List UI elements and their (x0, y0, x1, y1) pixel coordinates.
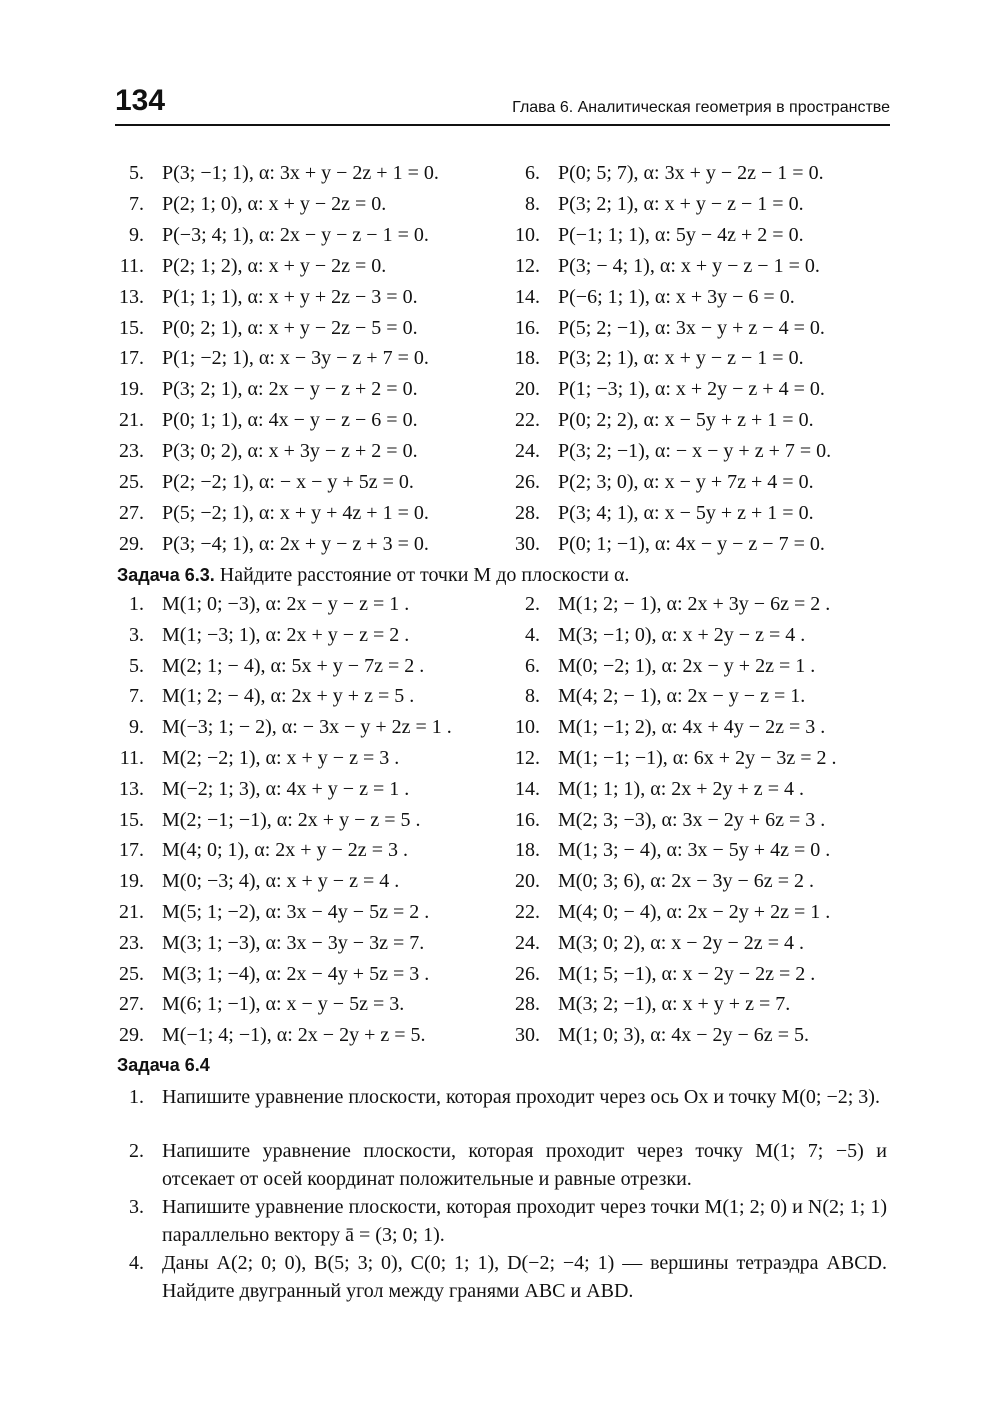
item-number: 13. (119, 777, 144, 800)
list-row (0, 405, 1000, 435)
item-number: 8. (525, 685, 540, 708)
list-row (0, 835, 1000, 865)
list-row (0, 529, 1000, 559)
item-number: 28. (515, 993, 540, 1016)
list-row (0, 189, 1000, 219)
item-number: 12. (515, 747, 540, 769)
item-formula: P(−3; 4; 1), α: 2x − y − z − 1 = 0. (162, 223, 429, 246)
item-formula: M(1; 0; −3), α: 2x − y − z = 1 . (162, 593, 410, 615)
list-row (0, 1020, 1000, 1050)
item-number: 7. (129, 192, 144, 215)
item-formula: M(0; −3; 4), α: x + y − z = 4 . (162, 870, 400, 893)
item-formula: P(3; − 4; 1), α: x + y − z − 1 = 0. (558, 254, 820, 277)
item-formula: M(1; 0; 3), α: 4x − 2y − 6z = 5. (558, 1024, 809, 1047)
item-formula: P(3; 0; 2), α: x + 3y − z + 2 = 0. (162, 440, 418, 463)
list-row (0, 681, 1000, 711)
problem-text: Даны A(2; 0; 0), B(5; 3; 0), C(0; 1; 1), D(−2; −4; 1) — вершины тетраэдра ABCD. Найдите двугранный угол между гранями ABC и ABD. (162, 1252, 887, 1302)
item-formula: P(0; 1; 1), α: 4x − y − z − 6 = 0. (162, 409, 418, 432)
list-row (0, 651, 1000, 681)
item-number: 14. (515, 285, 540, 308)
item-formula: P(0; 2; 1), α: x + y − 2z − 5 = 0. (162, 316, 418, 339)
item-number: 25. (119, 962, 144, 985)
item-number: 21. (119, 901, 144, 923)
item-formula: M(3; 0; 2), α: x − 2y − 2z = 4 . (558, 931, 804, 954)
item-number: 29. (119, 1024, 144, 1047)
item-formula: P(5; 2; −1), α: 3x − y + z − 4 = 0. (558, 316, 825, 339)
list-row (0, 928, 1000, 958)
item-number: 26. (515, 471, 540, 493)
item-number: 25. (119, 471, 144, 493)
item-number: 11. (119, 747, 144, 769)
item-number: 8. (525, 192, 540, 215)
item-number: 22. (515, 901, 540, 923)
item-formula: M(1; −1; −1), α: 6x + 2y − 3z = 2 . (558, 747, 837, 769)
item-formula: M(1; −1; 2), α: 4x + 4y − 2z = 3 . (558, 716, 826, 739)
item-number: 4. (525, 623, 540, 646)
item-formula: M(4; 2; − 1), α: 2x − y − z = 1. (558, 685, 806, 708)
item-formula: M(3; 2; −1), α: x + y + z = 7. (558, 993, 791, 1016)
item-formula: M(1; 1; 1), α: 2x + 2y + z = 4 . (558, 777, 804, 800)
item-formula: M(5; 1; −2), α: 3x − 4y − 5z = 2 . (162, 901, 430, 923)
item-formula: P(5; −2; 1), α: x + y + 4z + 1 = 0. (162, 501, 429, 524)
problem-number: 1. (129, 1086, 144, 1108)
item-number: 24. (515, 931, 540, 954)
item-number: 9. (129, 223, 144, 246)
item-number: 21. (119, 409, 144, 432)
item-formula: P(1; 1; 1), α: x + y + 2z − 3 = 0. (162, 285, 418, 308)
list-row (0, 158, 1000, 188)
running-head: Глава 6. Аналитическая геометрия в пространстве (512, 99, 890, 116)
item-number: 11. (119, 254, 144, 277)
item-formula: M(2; −2; 1), α: x + y − z = 3 . (162, 747, 400, 769)
item-number: 26. (515, 962, 540, 985)
item-formula: P(2; 1; 2), α: x + y − 2z = 0. (162, 254, 387, 277)
item-formula: M(3; 1; −4), α: 2x − 4y + 5z = 3 . (162, 962, 430, 985)
item-number: 27. (119, 993, 144, 1016)
item-number: 10. (515, 223, 540, 246)
item-number: 10. (515, 716, 540, 739)
item-formula: P(3; 2; 1), α: x + y − z − 1 = 0. (558, 347, 804, 370)
item-number: 3. (129, 623, 144, 646)
item-formula: M(2; −1; −1), α: 2x + y − z = 5 . (162, 808, 421, 831)
list-row (0, 805, 1000, 835)
item-number: 30. (515, 532, 540, 555)
item-formula: M(2; 3; −3), α: 3x − 2y + 6z = 3 . (558, 808, 826, 831)
task-6-3-heading (117, 560, 629, 590)
list-row (0, 436, 1000, 466)
item-number: 12. (515, 254, 540, 277)
problem-text: Напишите уравнение плоскости, которая проходит через ось Ox и точку M(0; −2; 3). (162, 1086, 880, 1108)
item-formula: P(3; 2; 1), α: 2x − y − z + 2 = 0. (162, 378, 418, 401)
item-formula: M(1; 5; −1), α: x − 2y − 2z = 2 . (558, 962, 816, 985)
item-number: 1. (129, 593, 144, 615)
item-number: 5. (129, 654, 144, 677)
list-row (0, 897, 1000, 927)
item-formula: M(−2; 1; 3), α: 4x + y − z = 1 . (162, 777, 410, 800)
item-formula: M(1; 2; − 1), α: 2x + 3y − 6z = 2 . (558, 593, 831, 615)
list-row (0, 774, 1000, 804)
list-row (0, 743, 1000, 773)
item-formula: P(−1; 1; 1), α: 5y − 4z + 2 = 0. (558, 223, 804, 246)
item-formula: P(−6; 1; 1), α: x + 3y − 6 = 0. (558, 285, 795, 308)
item-number: 15. (119, 316, 144, 339)
item-number: 15. (119, 808, 144, 831)
item-formula: P(0; 5; 7), α: 3x + y − 2z − 1 = 0. (558, 162, 824, 184)
list-row (0, 251, 1000, 281)
item-formula: P(0; 1; −1), α: 4x − y − z − 7 = 0. (558, 532, 825, 555)
problem-text: Напишите уравнение плоскости, которая проходит через точку M(1; 7; −5) и отсекает от осей координат положительные и равные отрезки. (162, 1140, 887, 1190)
item-formula: P(3; −4; 1), α: 2x + y − z + 3 = 0. (162, 532, 429, 555)
item-formula: P(1; −2; 1), α: x − 3y − z + 7 = 0. (162, 347, 429, 370)
item-formula: M(4; 0; 1), α: 2x + y − 2z = 3 . (162, 839, 408, 862)
item-formula: P(3; 4; 1), α: x − 5y + z + 1 = 0. (558, 501, 814, 524)
item-formula: P(2; −2; 1), α: − x − y + 5z = 0. (162, 471, 414, 493)
item-number: 6. (525, 162, 540, 184)
task-6-4-heading (117, 1050, 210, 1080)
task-6-3-label: Задача 6.3. (117, 565, 215, 585)
list-row (0, 282, 1000, 312)
item-formula: P(3; 2; −1), α: − x − y + z + 7 = 0. (558, 440, 832, 463)
item-number: 7. (129, 685, 144, 708)
list-row (0, 498, 1000, 528)
problem-number: 2. (129, 1140, 144, 1162)
item-formula: M(1; 2; − 4), α: 2x + y + z = 5 . (162, 685, 415, 708)
item-formula: M(0; 3; 6), α: 2x − 3y − 6z = 2 . (558, 870, 814, 893)
page-number: 134 (115, 84, 166, 117)
list-row (0, 712, 1000, 742)
item-number: 2. (525, 593, 540, 615)
item-formula: P(0; 2; 2), α: x − 5y + z + 1 = 0. (558, 409, 814, 432)
item-number: 9. (129, 716, 144, 739)
item-number: 19. (119, 870, 144, 893)
item-number: 23. (119, 931, 144, 954)
item-number: 27. (119, 501, 144, 524)
item-number: 16. (515, 808, 540, 831)
list-row (0, 313, 1000, 343)
item-formula: M(4; 0; − 4), α: 2x − 2y + 2z = 1 . (558, 901, 831, 923)
item-number: 20. (515, 870, 540, 893)
header-divider (115, 124, 890, 126)
list-row (0, 866, 1000, 896)
item-number: 28. (515, 501, 540, 524)
item-number: 16. (515, 316, 540, 339)
item-number: 30. (515, 1024, 540, 1047)
list-row (0, 989, 1000, 1019)
item-formula: M(3; −1; 0), α: x + 2y − z = 4 . (558, 623, 806, 646)
list-row (0, 467, 1000, 497)
problem-number: 3. (129, 1196, 144, 1218)
item-number: 20. (515, 378, 540, 401)
item-formula: P(2; 1; 0), α: x + y − 2z = 0. (162, 192, 387, 215)
item-number: 22. (515, 409, 540, 432)
item-formula: M(1; −3; 1), α: 2x + y − z = 2 . (162, 623, 410, 646)
item-number: 14. (515, 777, 540, 800)
task-6-4-label: Задача 6.4 (117, 1055, 210, 1075)
item-number: 19. (119, 378, 144, 401)
item-formula: P(3; 2; 1), α: x + y − z − 1 = 0. (558, 192, 804, 215)
item-number: 18. (515, 347, 540, 370)
item-formula: P(3; −1; 1), α: 3x + y − 2z + 1 = 0. (162, 162, 439, 184)
task-6-3-text: Найдите расстояние от точки M до плоскости α. (219, 564, 630, 586)
item-formula: P(1; −3; 1), α: x + 2y − z + 4 = 0. (558, 378, 825, 401)
item-number: 17. (119, 839, 144, 862)
problem-number: 4. (129, 1252, 144, 1274)
list-row (0, 589, 1000, 619)
list-row (0, 343, 1000, 373)
list-row (0, 220, 1000, 250)
item-formula: M(−3; 1; − 2), α: − 3x − y + 2z = 1 . (162, 716, 452, 739)
list-row (0, 959, 1000, 989)
item-number: 29. (119, 532, 144, 555)
problem-text: Напишите уравнение плоскости, которая проходит через точки M(1; 2; 0) и N(2; 1; 1) параллельно вектору ā = (3; 0; 1). (162, 1196, 887, 1246)
item-formula: M(0; −2; 1), α: 2x − y + 2z = 1 . (558, 654, 816, 677)
item-number: 17. (119, 347, 144, 370)
item-number: 6. (525, 654, 540, 677)
item-formula: M(1; 3; − 4), α: 3x − 5y + 4z = 0 . (558, 839, 831, 862)
item-number: 5. (129, 162, 144, 184)
list-row (0, 620, 1000, 650)
item-formula: M(2; 1; − 4), α: 5x + y − 7z = 2 . (162, 654, 425, 677)
item-formula: P(2; 3; 0), α: x − y + 7z + 4 = 0. (558, 471, 814, 493)
item-number: 24. (515, 440, 540, 463)
item-formula: M(6; 1; −1), α: x − y − 5z = 3. (162, 993, 405, 1016)
item-number: 23. (119, 440, 144, 463)
item-number: 18. (515, 839, 540, 862)
list-row (0, 374, 1000, 404)
item-formula: M(3; 1; −3), α: 3x − 3y − 3z = 7. (162, 931, 425, 954)
item-formula: M(−1; 4; −1), α: 2x − 2y + z = 5. (162, 1024, 426, 1047)
item-number: 13. (119, 285, 144, 308)
